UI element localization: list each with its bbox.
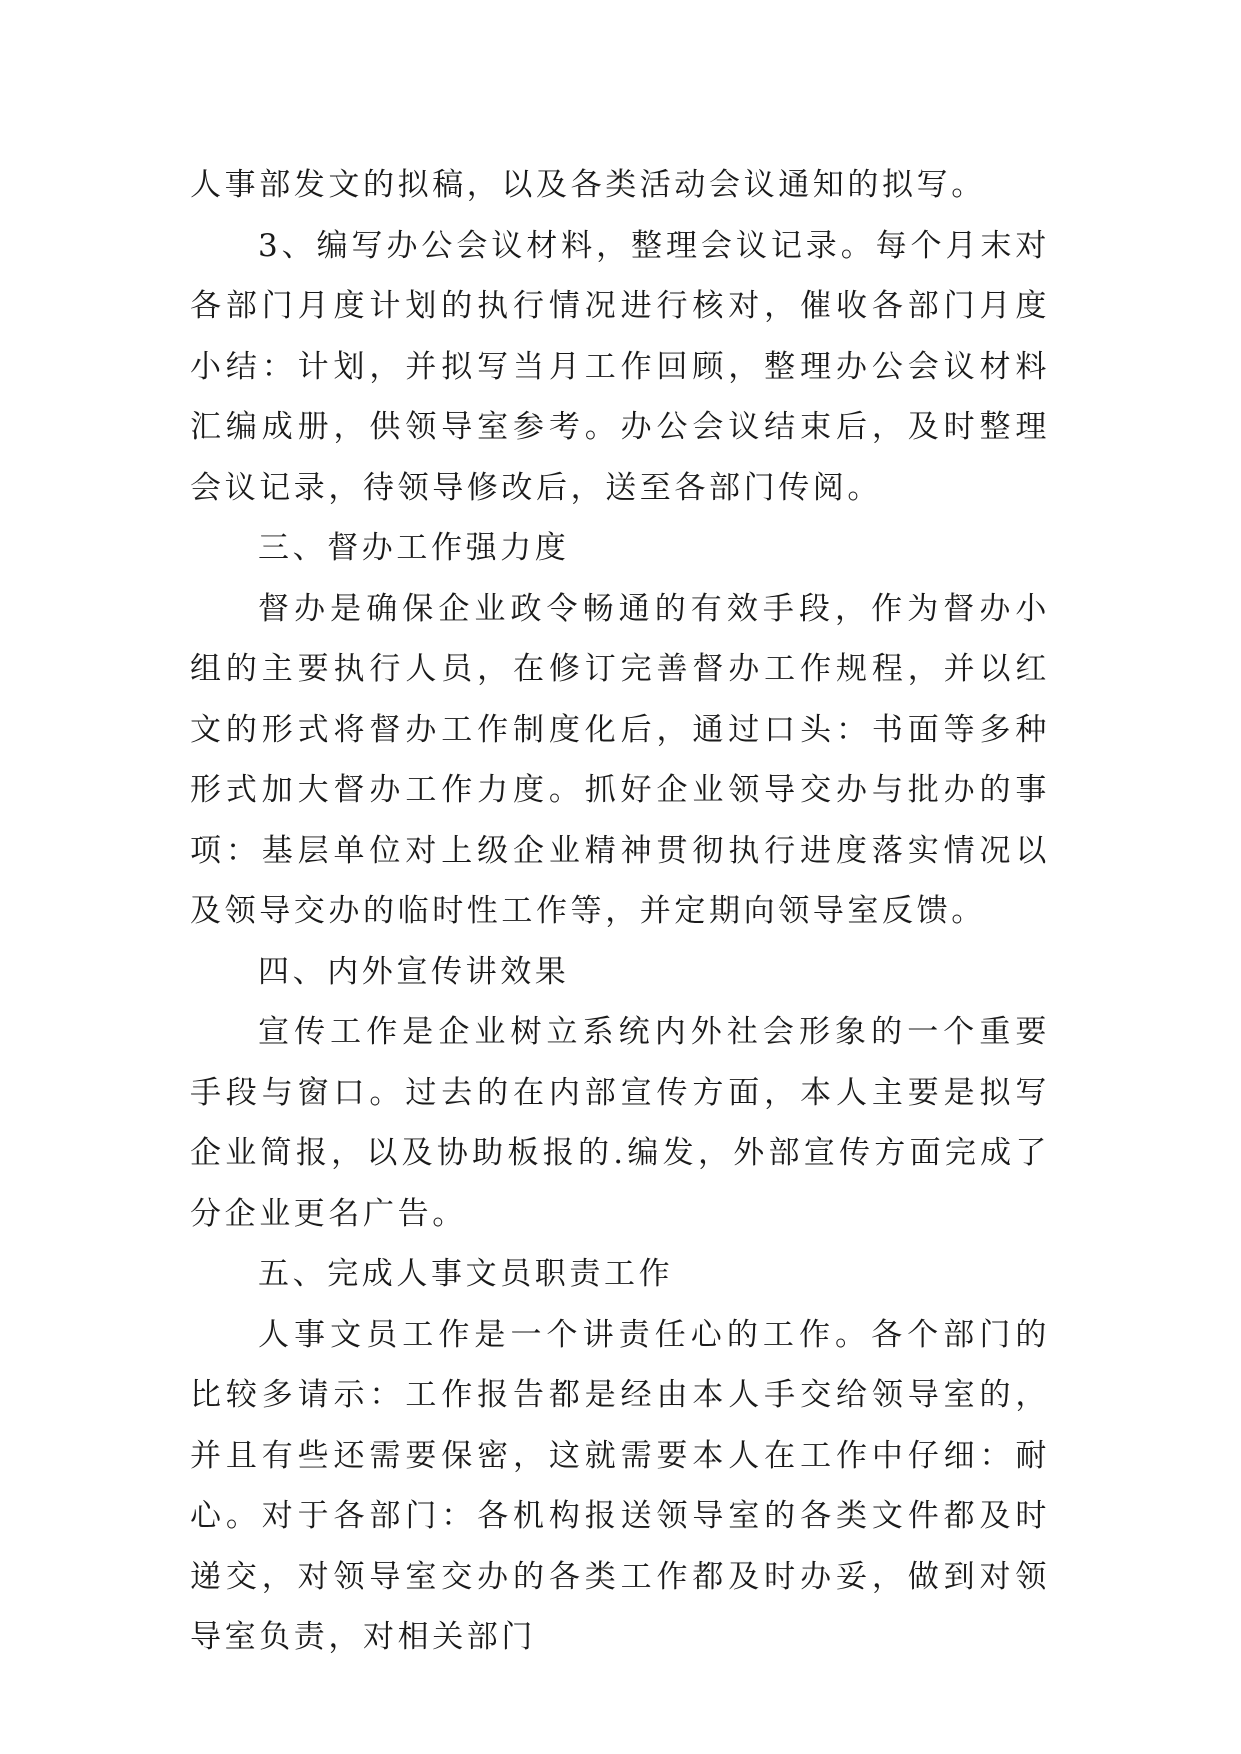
section-heading-supervision: 三、督办工作强力度 [258, 530, 570, 566]
section-heading-publicity: 四、内外宣传讲效果 [258, 953, 570, 990]
paragraph-meeting-materials: 3、编写办公会议材料，整理会议记录。每个月末对各部门月度计划的执行情况进行核对，催收各部门月度小结：计划，并拟写当月工作回顾，整理办公会议材料汇编成册，供领导室参考。办公会议结束后，及时整理会议记录，待领导修改后，送至各部门传阅。 [190, 227, 1050, 506]
paragraph-publicity: 宣传工作是企业树立系统内外社会形象的一个重要手段与窗口。过去的在内部宣传方面，本人主要是拟写企业简报，以及协助板报的.编发，外部宣传方面完成了分企业更名广告。 [190, 1014, 1050, 1232]
paragraph-continuation: 人事部发文的拟稿，以及各类活动会议通知的拟写。 [190, 167, 986, 203]
paragraph-hr-duties: 人事文员工作是一个讲责任心的工作。各个部门的比较多请示：工作报告都是经由本人手交给领导室的，并且有些还需要保密，这就需要本人在工作中仔细：耐心。对于各部门：各机构报送领导室的各类文件都及时递交，对领导室交办的各类工作都及时办妥，做到对领导室负责，对相关部门 [190, 1316, 1050, 1655]
section-heading-hr-duties: 五、完成人事文员职责工作 [258, 1256, 674, 1292]
document-body [190, 155, 1050, 1668]
paragraph-supervision: 督办是确保企业政令畅通的有效手段，作为督办小组的主要执行人员，在修订完善督办工作规程，并以红文的形式将督办工作制度化后，通过口头：书面等多种形式加大督办工作力度。抓好企业领导交办与批办的事项：基层单位对上级企业精神贯彻执行进度落实情况以及领导交办的临时性工作等，并定期向领导室反馈。 [190, 590, 1050, 929]
